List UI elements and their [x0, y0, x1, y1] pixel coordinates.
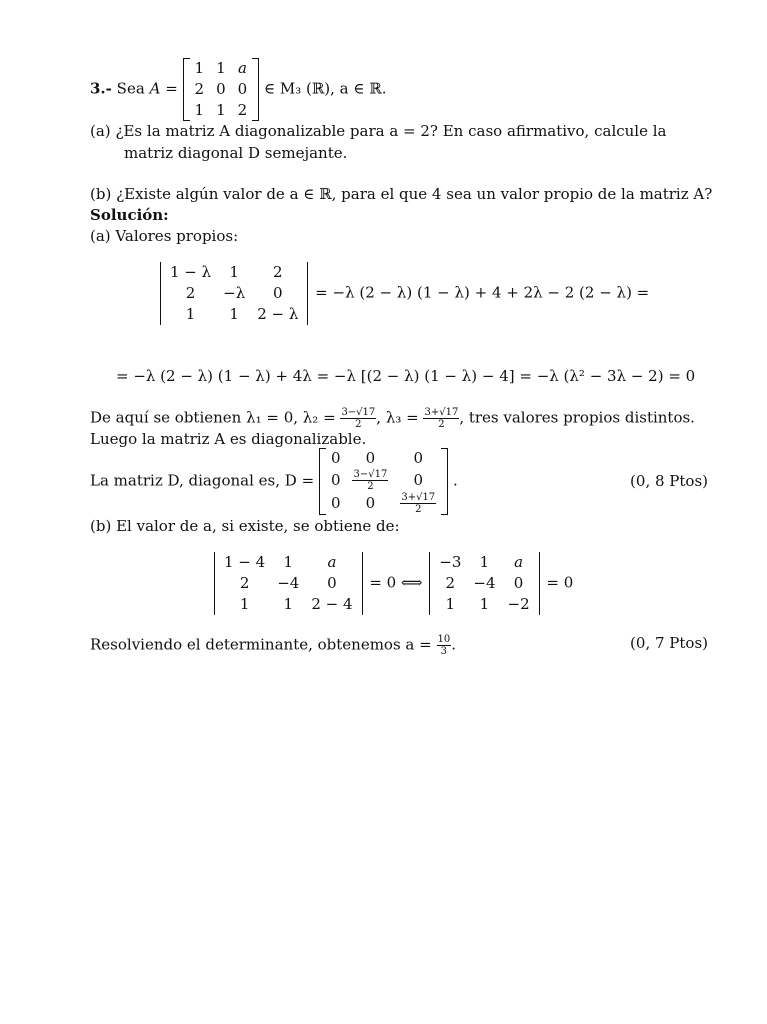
- matrix-membership: ∈ M₃ (ℝ), a ∈ ℝ.: [263, 79, 387, 98]
- part-a-label: (a): [90, 122, 111, 140]
- characteristic-expansion: = −λ (2 − λ) (1 − λ) + 4 + 2λ − 2 (2 − λ) =: [315, 283, 650, 302]
- part-b-text: ¿Existe algún valor de a ∈ ℝ, para el que 4 sea un valor propio de la matriz A?: [116, 185, 713, 203]
- characteristic-equation: [158, 262, 649, 325]
- part-a-question-line2: matriz diagonal D semejante.: [124, 144, 348, 162]
- part-b-label: (b): [90, 185, 112, 203]
- matrix-name: A: [149, 79, 161, 98]
- solution-part-a-intro: (a) Valores propios:: [90, 227, 239, 245]
- matrix-A: 1 1 a 2 0 0 1 1 2: [183, 58, 260, 121]
- eigenvalues-line: De aquí se obtienen λ₁ = 0, λ₂ = $\frac{3-√17}{2}$ , λ₃ = $\frac{3+√17}{2}$ , tres valores propios distintos.: [90, 407, 695, 430]
- lambda3-fraction: $\frac{3+√17}{2}$: [424, 407, 459, 430]
- a-value-fraction: $\frac{10}{3}$: [437, 634, 451, 657]
- determinant-right: −3 1 a 2 −4 0 1 1 −2: [427, 552, 541, 615]
- problem-statement: 3.- Sea A = 1 1 a 2 0 0 1 1 2 ∈ M₃ (ℝ), a ∈ ℝ.: [90, 59, 387, 119]
- points-part-b: (0, 7 Ptos): [630, 634, 708, 652]
- part-a-text: ¿Es la matriz A diagonalizable para a = 2? En caso afirmativo, calcule la: [115, 122, 667, 140]
- equivalence: = 0 ⟺: [369, 573, 423, 592]
- characteristic-simplified: = −λ (2 − λ) (1 − λ) + 4λ = −λ [(2 − λ) (1 − λ) − 4] = −λ (λ² − 3λ − 2) = 0: [116, 367, 696, 385]
- diagonalizable-conclusion: Luego la matriz A es diagonalizable.: [90, 430, 367, 448]
- resolution-line: Resolviendo el determinante, obtenemos a = $\frac{10}{3}$ .: [90, 634, 457, 657]
- matrix-D: 0 0 0 0 $\frac{3-√17}{2}$ 0 0 0 $\frac{3+√17}{2}$: [319, 448, 448, 515]
- points-part-a: (0, 8 Ptos): [630, 472, 708, 490]
- solution-heading: Solución:: [90, 206, 169, 224]
- determinant-left: 1 − 4 1 a 2 −4 0 1 1 2 − 4: [212, 552, 365, 615]
- problem-number: 3.-: [90, 79, 112, 98]
- characteristic-determinant: 1 − λ 1 2 2 −λ 0 1 1 2 − λ: [158, 262, 310, 325]
- solution-part-b-intro: (b) El valor de a, si existe, se obtiene de:: [90, 517, 400, 535]
- problem-intro: Sea: [116, 79, 145, 98]
- part-b-determinant-equation: 1 − 4 1 a 2 −4 0 1 1 2 − 4 = 0 ⟺ −3 1 a 2 −4 0 1 1 −2 = 0: [212, 552, 573, 615]
- lambda2-fraction: $\frac{3-√17}{2}$: [341, 407, 376, 430]
- diagonal-matrix-line: La matriz D, diagonal es, D = 0 0 0 0 $\frac{3-√17}{2}$ 0 0 0 $\frac{3+√17}{2}$ .: [90, 449, 458, 515]
- part-b-question: [90, 184, 712, 204]
- part-a-question-line1: [90, 121, 666, 141]
